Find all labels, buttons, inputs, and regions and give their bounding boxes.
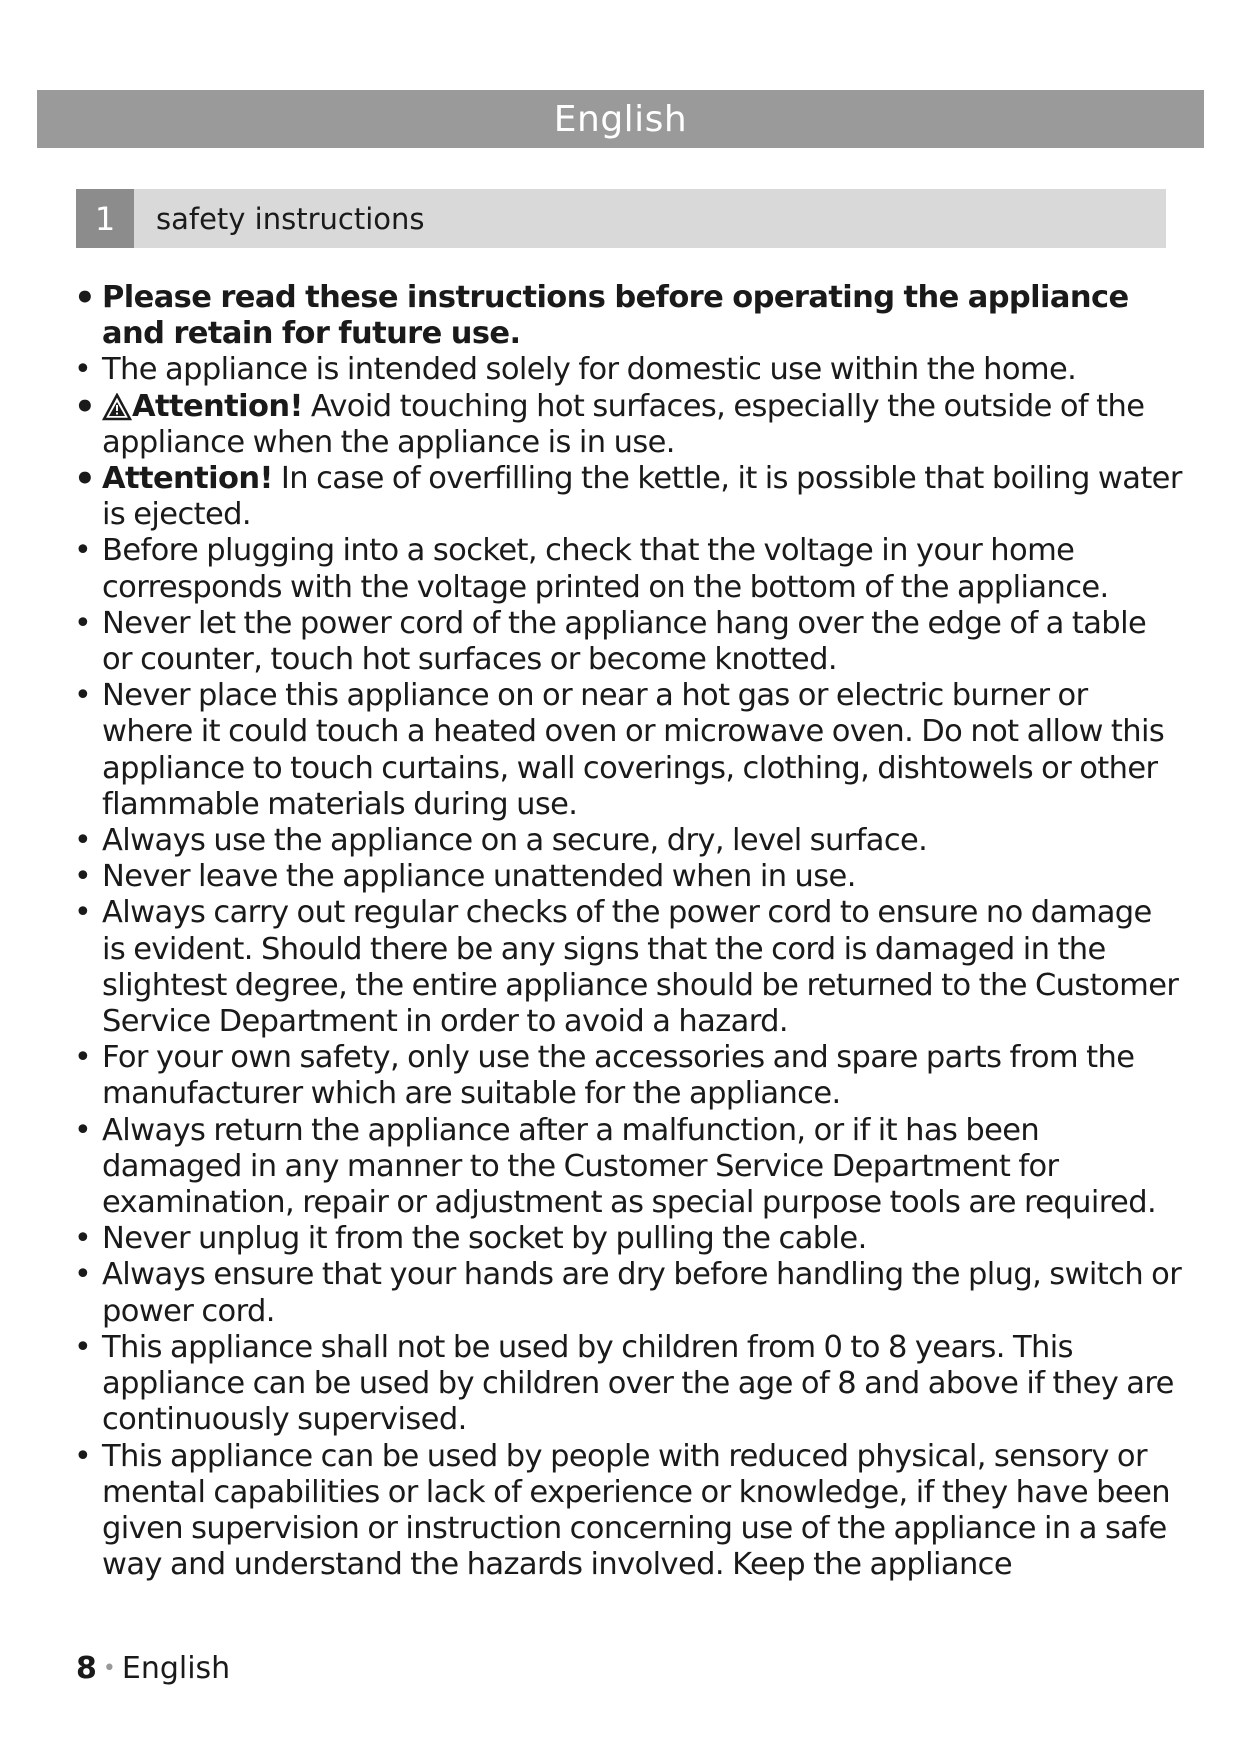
list-item <box>72 1330 1182 1439</box>
list-item <box>72 533 1182 605</box>
list-item-text: Always carry out regular checks of the power cord to ensure no damage is evident. Should there be any signs that the cord is damaged in the slightest degree, the entire appliance should be returned to the Customer Service Department in order to avoid a hazard. <box>102 895 1179 1040</box>
safety-instructions-list <box>72 280 1182 1583</box>
language-banner-label: English <box>553 98 688 140</box>
section-number: 1 <box>76 189 134 248</box>
list-item-text: Never unplug it from the socket by pulling the cable. <box>102 1221 867 1257</box>
list-item <box>72 1113 1182 1222</box>
list-item-text: The appliance is intended solely for domestic use within the home. <box>102 352 1077 388</box>
attention-label: Attention! <box>132 388 303 424</box>
list-item-text: This appliance can be used by people with reduced physical, sensory or mental capabilities or lack of experience or knowledge, if they have been given supervision or instruction concerning use of the appliance in a safe way and understand the hazards involved. Keep the appliance <box>102 1438 1170 1583</box>
warning-triangle-icon <box>102 393 132 421</box>
list-item <box>72 823 1182 859</box>
page-footer <box>76 1651 230 1686</box>
list-item-text: For your own safety, only use the accessories and spare parts from the manufacturer which are suitable for the appliance. <box>102 1040 1135 1112</box>
list-item <box>72 1439 1182 1584</box>
list-item-text: Avoid touching hot surfaces, especially the outside of the appliance when the appliance is in use. <box>102 388 1145 460</box>
list-item-text: In case of overfilling the kettle, it is possible that boiling water is ejected. <box>102 461 1182 533</box>
list-item <box>72 1221 1182 1257</box>
page-number: 8 <box>76 1651 97 1686</box>
list-item <box>72 678 1182 823</box>
list-item <box>72 1257 1182 1329</box>
section-header <box>76 189 1166 248</box>
list-item-text: Never let the power cord of the appliance hang over the edge of a table or counter, touch hot surfaces or become knotted. <box>102 605 1147 678</box>
list-item <box>72 859 1182 895</box>
list-item-text: Please read these instructions before operating the appliance and retain for future use. <box>102 280 1129 352</box>
list-item <box>72 1040 1182 1112</box>
section-title: safety instructions <box>156 201 425 236</box>
list-item-text: Never place this appliance on or near a hot gas or electric burner or where it could touch a heated oven or microwave oven. Do not allow this appliance to touch curtains, wall coverings, clothing, dishtowels or other flammable materials during use. <box>102 678 1165 822</box>
footer-separator: • <box>102 1656 116 1681</box>
list-item <box>72 606 1182 678</box>
list-item <box>72 389 1182 461</box>
list-item-text: Always ensure that your hands are dry before handling the plug, switch or power cord. <box>102 1257 1182 1329</box>
list-item-text: Always return the appliance after a malfunction, or if it has been damaged in any manner to the Customer Service Department for examination, repair or adjustment as special purpose tools are required. <box>102 1112 1157 1221</box>
list-item-text: Before plugging into a socket, check that the voltage in your home corresponds with the voltage printed on the bottom of the appliance. <box>102 533 1109 605</box>
list-item <box>72 352 1182 388</box>
language-banner <box>37 90 1204 148</box>
list-item <box>72 280 1182 352</box>
list-item-text: Always use the appliance on a secure, dry, level surface. <box>102 823 928 859</box>
list-item-text: This appliance shall not be used by children from 0 to 8 years. This appliance can be used by children over the age of 8 and above if they are continuously supervised. <box>102 1329 1174 1438</box>
list-item-text: Never leave the appliance unattended when in use. <box>102 859 856 895</box>
list-item <box>72 895 1182 1040</box>
attention-label: Attention! <box>102 461 273 497</box>
list-item <box>72 461 1182 533</box>
footer-language: English <box>121 1651 231 1686</box>
